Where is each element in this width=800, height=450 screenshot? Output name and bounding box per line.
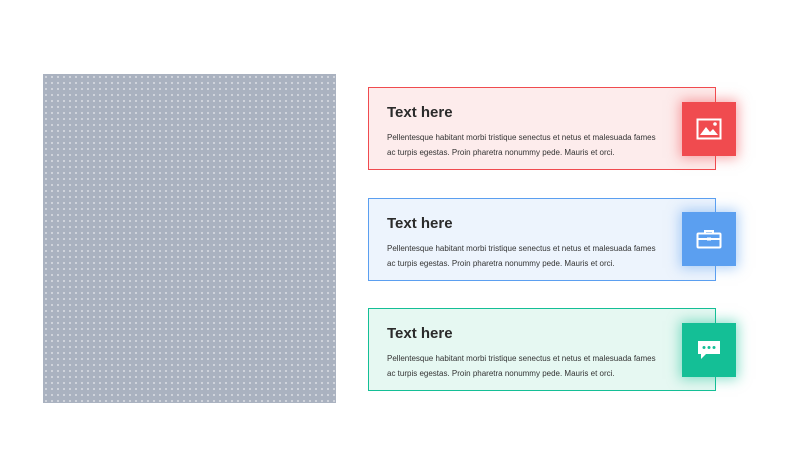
chat-icon xyxy=(696,339,722,361)
card-briefcase xyxy=(368,198,716,281)
image-placeholder xyxy=(43,74,336,403)
card-body: Pellentesque habitant morbi tristique senectus et netus et malesuada fames ac turpis egestas. Proin pharetra nonummy pede. Mauris et orci. xyxy=(387,133,656,157)
card-image xyxy=(368,87,716,170)
card-body: Pellentesque habitant morbi tristique senectus et netus et malesuada fames ac turpis egestas. Proin pharetra nonummy pede. Mauris et orci. xyxy=(387,244,656,268)
card-body: Pellentesque habitant morbi tristique senectus et netus et malesuada fames ac turpis egestas. Proin pharetra nonummy pede. Mauris et orci. xyxy=(387,354,656,378)
image-icon xyxy=(696,118,722,140)
icon-box-briefcase xyxy=(682,212,736,266)
icon-box-image xyxy=(682,102,736,156)
icon-box-chat xyxy=(682,323,736,377)
card-chat xyxy=(368,308,716,391)
card-title: Text here xyxy=(387,104,453,121)
briefcase-icon xyxy=(696,228,722,250)
card-title: Text here xyxy=(387,325,453,342)
card-title: Text here xyxy=(387,215,453,232)
